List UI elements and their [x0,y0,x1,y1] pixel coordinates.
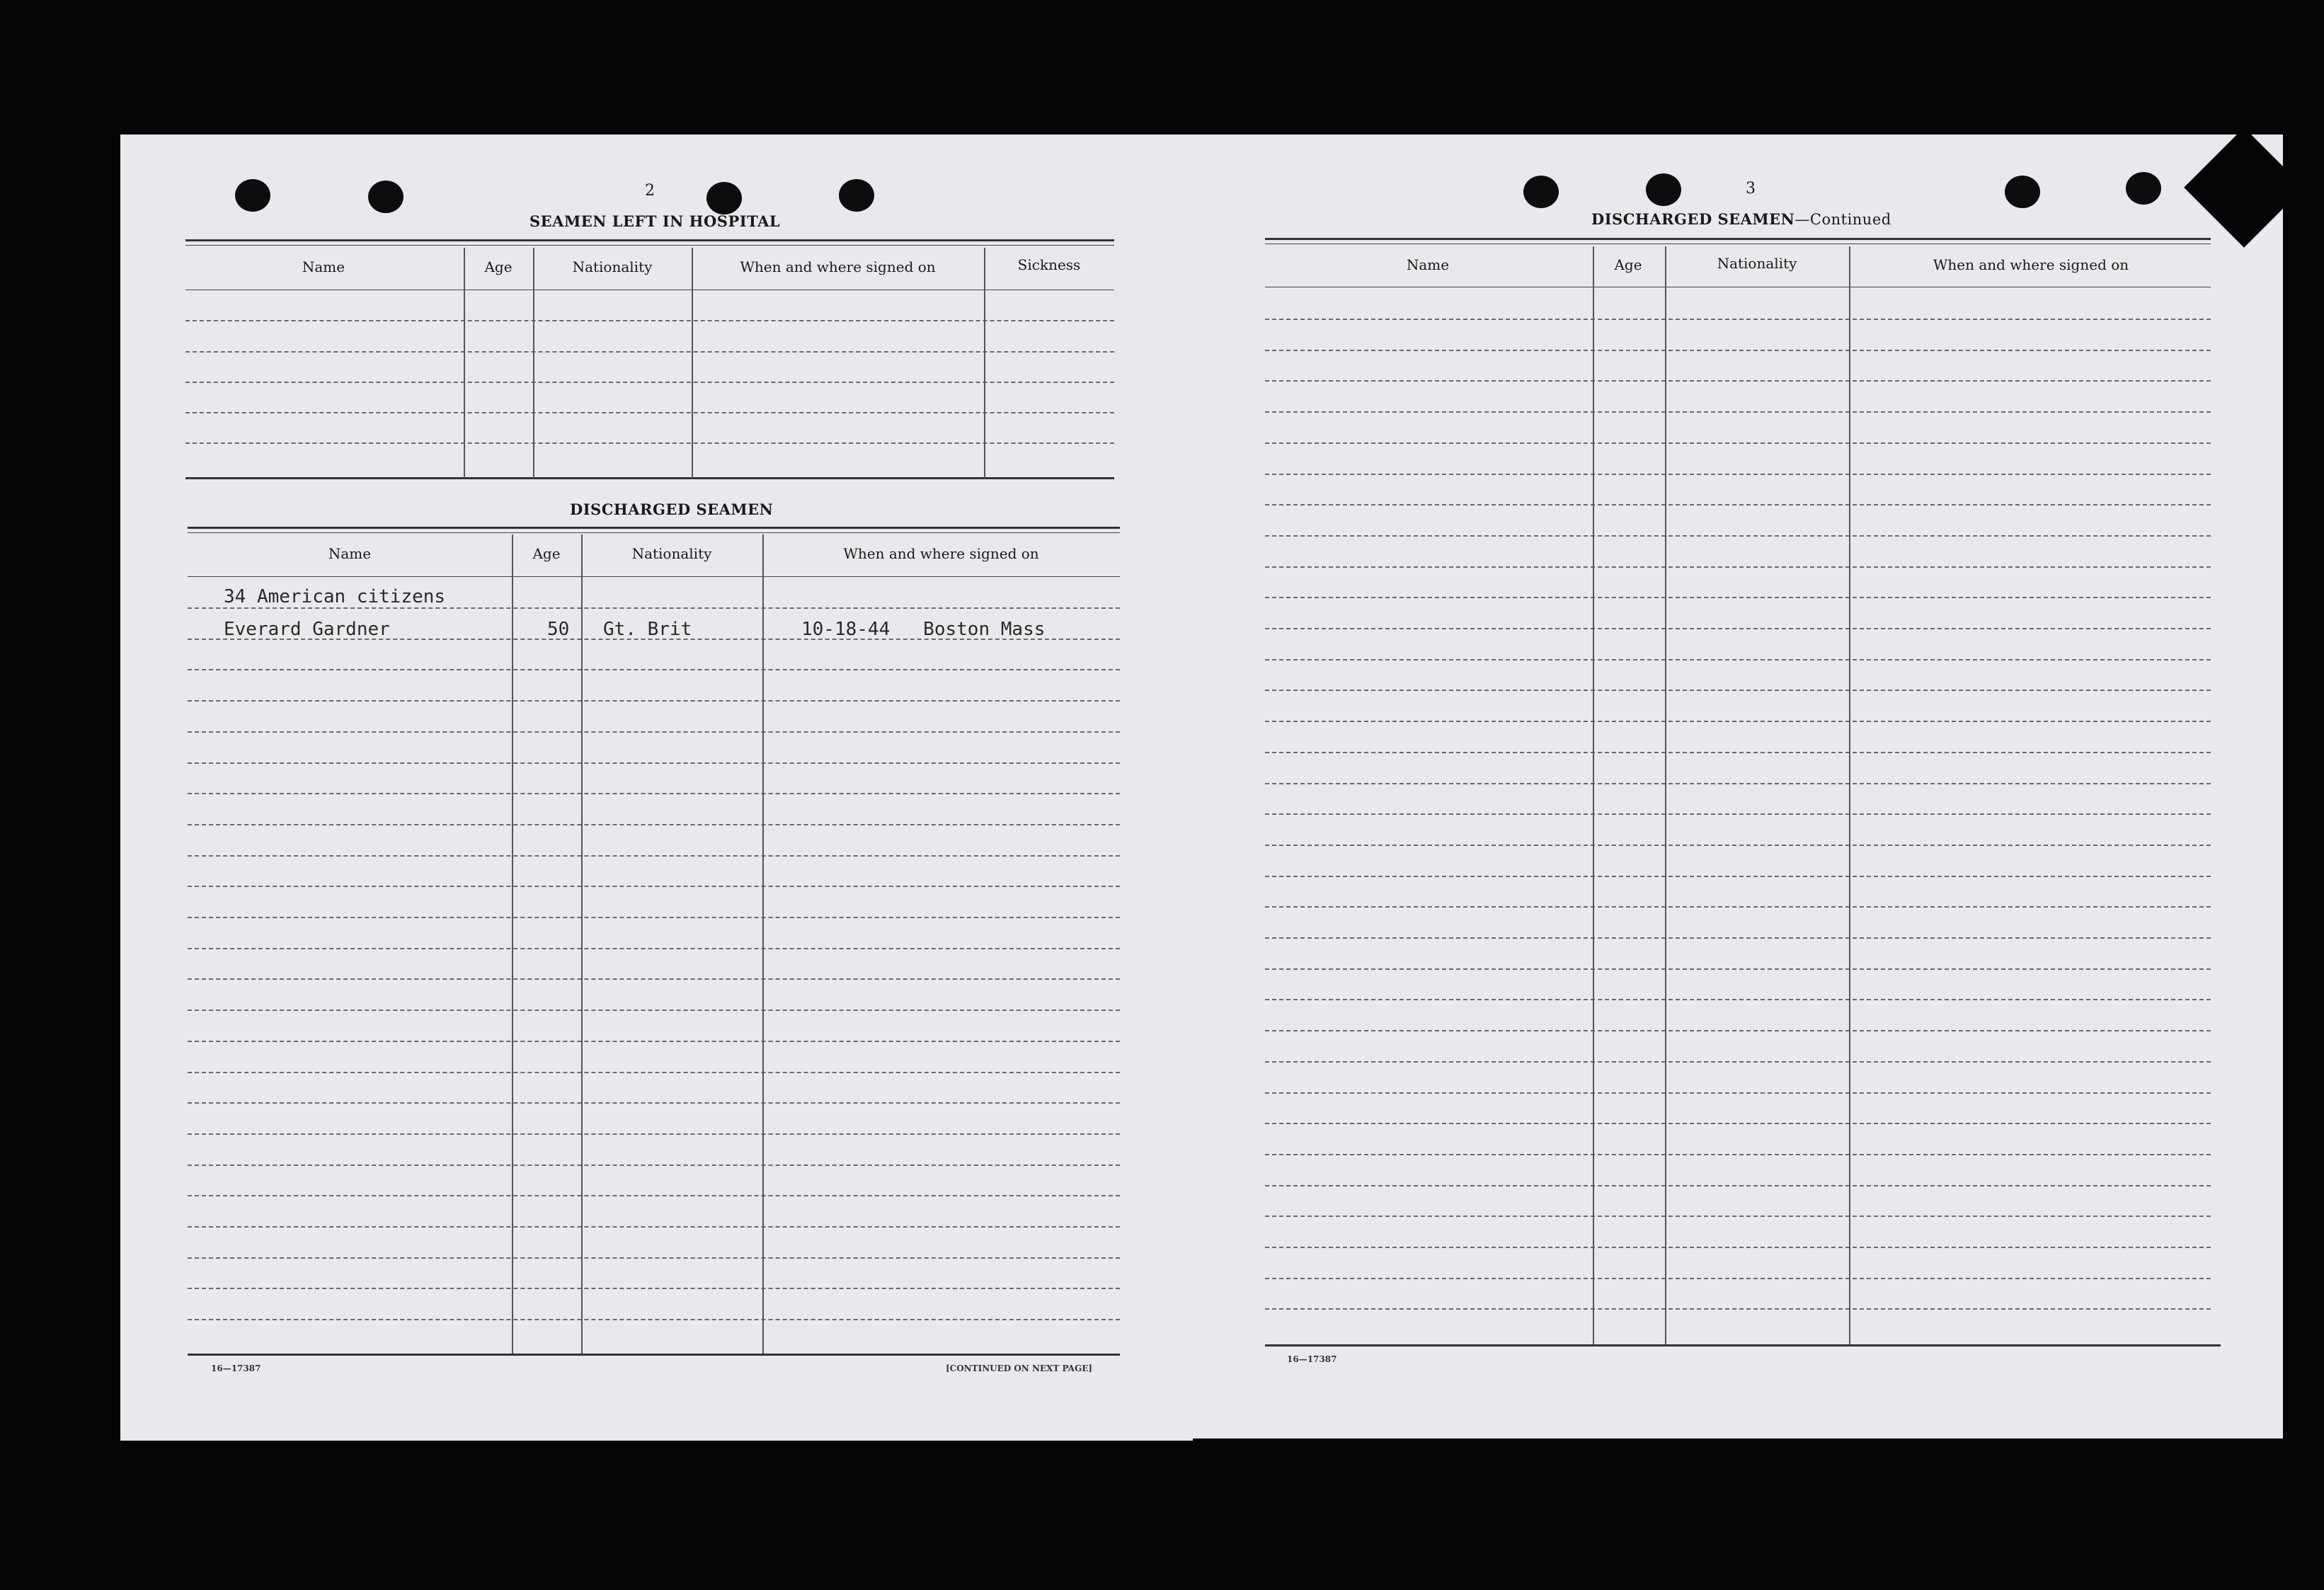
row-line [188,824,1120,825]
cell-age: 50 [547,619,570,640]
row-line [188,1041,1120,1042]
row-line [1265,1216,2211,1217]
row-line [1265,1123,2211,1124]
row-line [1265,876,2211,877]
row-line [188,1226,1120,1228]
row-line [1265,906,2211,908]
punch-hole [235,179,270,212]
table-rule [188,527,1120,529]
title-suffix: —Continued [1794,211,1891,228]
discharged-section-title: DISCHARGED SEAMEN [570,501,774,518]
row-line [188,1319,1120,1320]
row-line [1265,1030,2211,1031]
cell-nationality: Gt. Brit [603,619,692,640]
column-divider [692,248,693,479]
column-divider [1665,246,1666,1345]
discharged-continued-title [1591,210,1891,228]
row-line [188,1195,1120,1196]
row-line [1265,1247,2211,1248]
table-rule [188,532,1120,533]
row-line [1265,380,2211,382]
col-nationality: Nationality [1717,255,1797,272]
continued-note: [CONTINUED ON NEXT PAGE] [946,1363,1093,1373]
row-line [188,793,1120,794]
row-line [188,607,1120,609]
column-divider [464,248,465,479]
punch-hole [2126,172,2161,205]
row-line [1265,783,2211,784]
col-nationality: Nationality [631,545,712,562]
row-line [1265,597,2211,598]
row-line [1265,937,2211,939]
row-line [188,669,1120,670]
column-divider [1849,246,1850,1345]
row-line [188,731,1120,733]
row-line [185,351,1114,353]
row-line [1265,411,2211,413]
punch-hole [706,182,742,215]
row-line [188,978,1120,980]
row-line [188,1133,1120,1135]
col-signed-on: When and where signed on [843,545,1039,562]
table-row [224,586,445,607]
row-line [1265,659,2211,660]
column-divider [581,534,583,1354]
row-line [188,1165,1120,1166]
row-line [1265,1154,2211,1155]
form-number: 16—17387 [211,1363,261,1373]
row-line [1265,845,2211,846]
title-text: DISCHARGED SEAMEN [1591,210,1795,228]
row-line [185,382,1114,383]
col-age: Age [484,258,513,275]
row-line [188,700,1120,702]
row-line [1265,1308,2211,1310]
column-divider [762,534,764,1354]
row-line [1265,535,2211,537]
col-name: Name [1406,256,1450,273]
hospital-section-title: SEAMEN LEFT IN HOSPITAL [530,212,781,230]
row-line [188,1072,1120,1073]
left-page [120,135,1193,1441]
column-divider [984,248,985,479]
row-line [188,1010,1120,1011]
row-line [188,886,1120,887]
table-rule [188,576,1120,577]
row-line [185,320,1114,321]
punch-hole [1523,176,1559,208]
page-number: 2 [645,182,655,200]
row-line [188,1102,1120,1104]
row-line [1265,442,2211,444]
row-line [1265,504,2211,505]
row-line [1265,350,2211,351]
column-divider [512,534,513,1354]
table-rule [1265,1344,2221,1346]
row-line [1265,319,2211,320]
cell-name: 34 American citizens [224,586,446,607]
table-rule [188,1354,1120,1356]
column-divider [1593,246,1594,1345]
table-rule [185,245,1114,246]
col-nationality: Nationality [572,258,653,275]
table-rule [1265,238,2211,240]
punch-hole [2005,176,2040,208]
cell-name: Everard Gardner [224,619,390,640]
row-line [188,948,1120,949]
row-line [1265,1061,2211,1063]
row-line [188,917,1120,918]
row-line [188,855,1120,857]
punch-hole [839,179,874,212]
col-name: Name [328,545,372,562]
row-line [185,442,1114,444]
right-page [1193,135,2283,1439]
table-rule [185,477,1114,479]
row-line [1265,628,2211,629]
page-number: 3 [1746,180,1756,198]
col-signed-on: When and where signed on [740,258,936,275]
row-line [188,1288,1120,1289]
row-line [188,762,1120,764]
row-line [1265,1092,2211,1094]
row-line [185,412,1114,413]
col-age: Age [532,545,561,562]
row-line [1265,968,2211,970]
punch-hole [1646,173,1681,206]
row-line [1265,1185,2211,1186]
row-line [1265,999,2211,1000]
row-line [1265,721,2211,722]
row-line [1265,813,2211,815]
col-age: Age [1614,256,1642,273]
col-sickness: Sickness [1017,256,1081,273]
table-rule [185,239,1114,241]
row-line [1265,752,2211,753]
row-line [1265,690,2211,691]
column-divider [533,248,534,479]
cell-signed-on: 10-18-44 Boston Mass [801,619,1046,640]
col-name: Name [302,258,345,275]
row-line [1265,566,2211,568]
row-line [1265,1278,2211,1279]
col-signed-on: When and where signed on [1933,256,2129,273]
row-line [1265,474,2211,475]
table-row [224,619,390,640]
punch-hole [368,181,403,213]
row-line [188,1257,1120,1259]
form-number: 16—17387 [1287,1354,1337,1364]
